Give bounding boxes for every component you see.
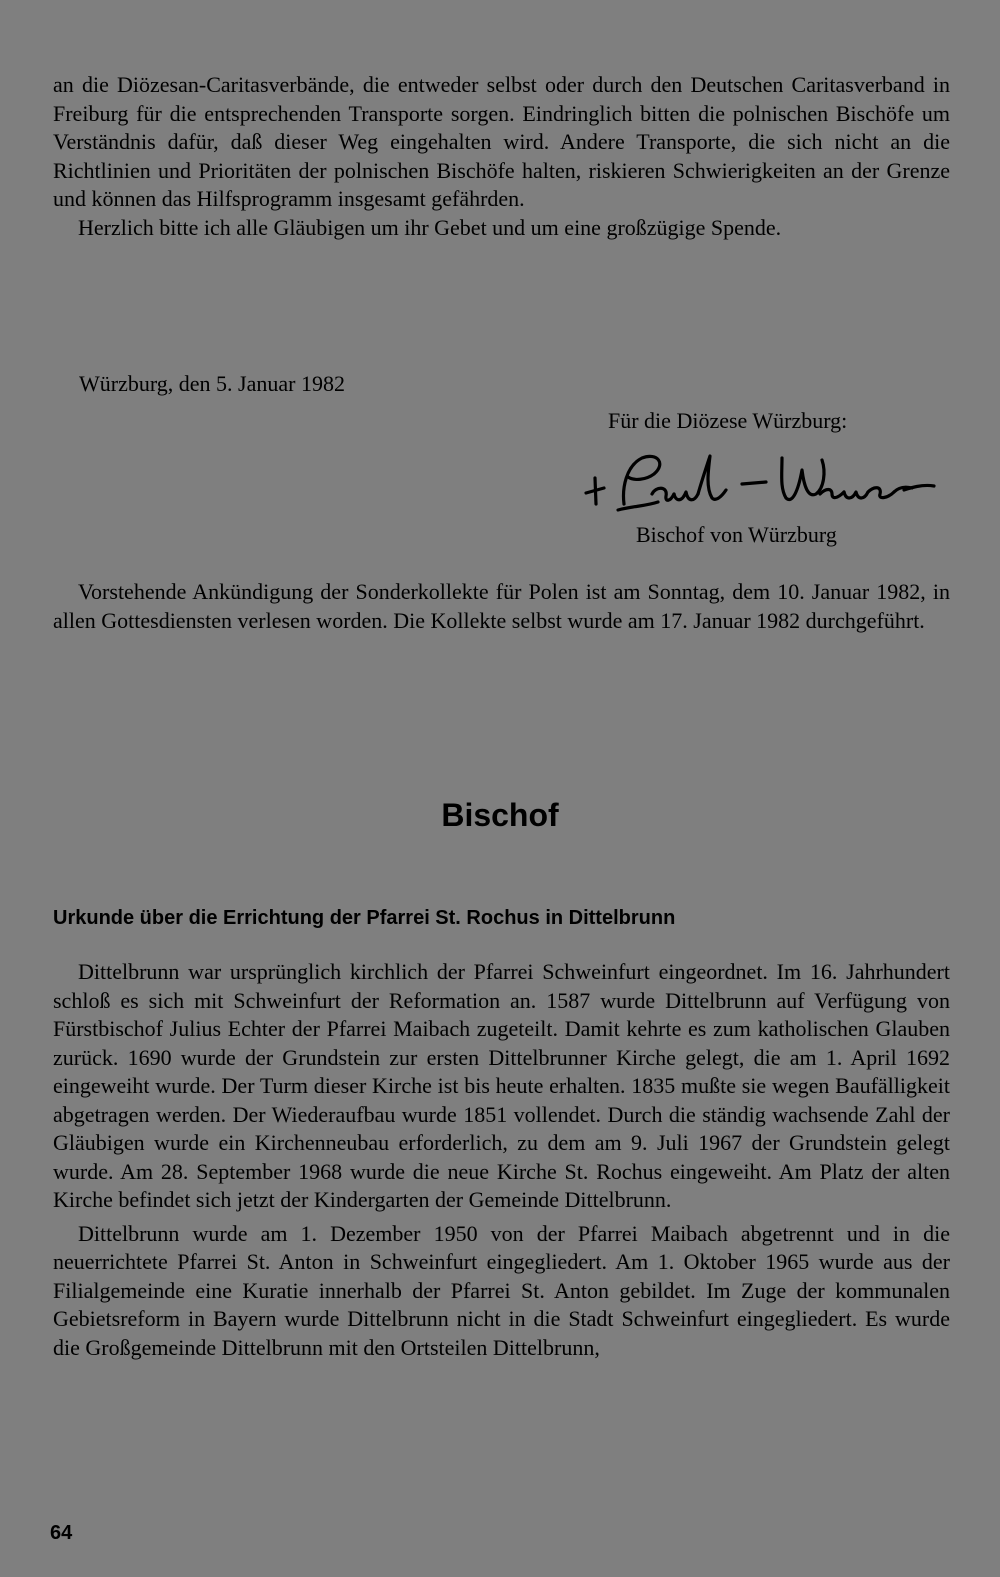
handwritten-signature (582, 448, 952, 518)
note-paragraph: Vorstehende Ankündigung der Sonderkollekte für Polen ist am Sonntag, dem 10. Januar 1982, in allen Gottesdiensten verlesen worden. Die Kollekte selbst wurde am 17. Januar 1982 durchgeführt. (53, 579, 950, 633)
document-subheading: Urkunde über die Errichtung der Pfarrei St. Rochus in Dittelbrunn (53, 907, 676, 929)
letter-paragraph-2: Herzlich bitte ich alle Gläubigen um ihr Gebet und um eine großzügige Spende. (78, 214, 782, 240)
section-title: Bischof (441, 797, 559, 833)
letter-body (53, 71, 950, 242)
body-paragraph-1: Dittelbrunn war ursprünglich kirchlich der Pfarrei Schweinfurt eingeordnet. Im 16. Jahrhundert schloß es sich mit Schweinfurt der Reformation an. 1587 wurde Dittelbrunn auf Verfügung von Fürstbischof Julius Echter der Pfarrei Maibach zugeteilt. Damit kehrte es zum katholischen Glauben zurück. 1690 wurde der Grundstein zur ersten Dittelbrunner Kirche gelegt, die am 1. April 1692 eingeweiht wurde. Der Turm dieser Kirche ist bis heute erhalten. 1835 mußte sie wegen Baufälligkeit abgetragen werden. Der Wiederaufbau wurde 1851 vollendet. Durch die ständig wachsende Zahl der Gläubigen wurde ein Kirchenneubau erforderlich, zu dem am 9. Juli 1967 der Grundstein gelegt wurde. Am 28. September 1968 wurde die neue Kirche St. Rochus eingeweiht. Am Platz der alten Kirche befindet sich jetzt der Kindergarten der Gemeinde Dittelbrunn. (53, 959, 950, 1212)
on-behalf-line: Für die Diözese Würzburg: (608, 408, 848, 433)
body-paragraph-2: Dittelbrunn wurde am 1. Dezember 1950 von der Pfarrei Maibach abgetrennt und in die neuerrichtete Pfarrei St. Anton in Schweinfurt eingegliedert. Am 1. Oktober 1965 wurde aus der Filialgemeinde eine Kuratie innerhalb der Pfarrei St. Anton gebildet. Im Zuge der kommunalen Gebietsreform in Bayern wurde Dittelbrunn nicht in die Stadt Schweinfurt eingegliedert. Es wurde die Großgemeinde Dittelbrunn mit den Ortsteilen Dittelbrunn, (53, 1220, 950, 1360)
place-date: Würzburg, den 5. Januar 1982 (79, 371, 345, 396)
announcement-note (53, 578, 950, 635)
letter-paragraph-1: an die Diözesan-Caritasverbände, die entweder selbst oder durch den Deutschen Caritasverband in Freiburg für die entsprechenden Transporte sorgen. Eindringlich bitten die polnischen Bischöfe um Verständnis dafür, daß dieser Weg eingehalten wird. Andere Transporte, die sich nicht an die Richtlinien und Prioritäten der polnischen Bischöfe halten, riskieren Schwierigkeiten an der Grenze und können das Hilfsprogramm insgesamt gefährden. (53, 72, 950, 211)
signatory-title: Bischof von Würzburg (636, 522, 837, 547)
page-number: 64 (50, 1522, 73, 1544)
document-body (53, 958, 950, 1362)
